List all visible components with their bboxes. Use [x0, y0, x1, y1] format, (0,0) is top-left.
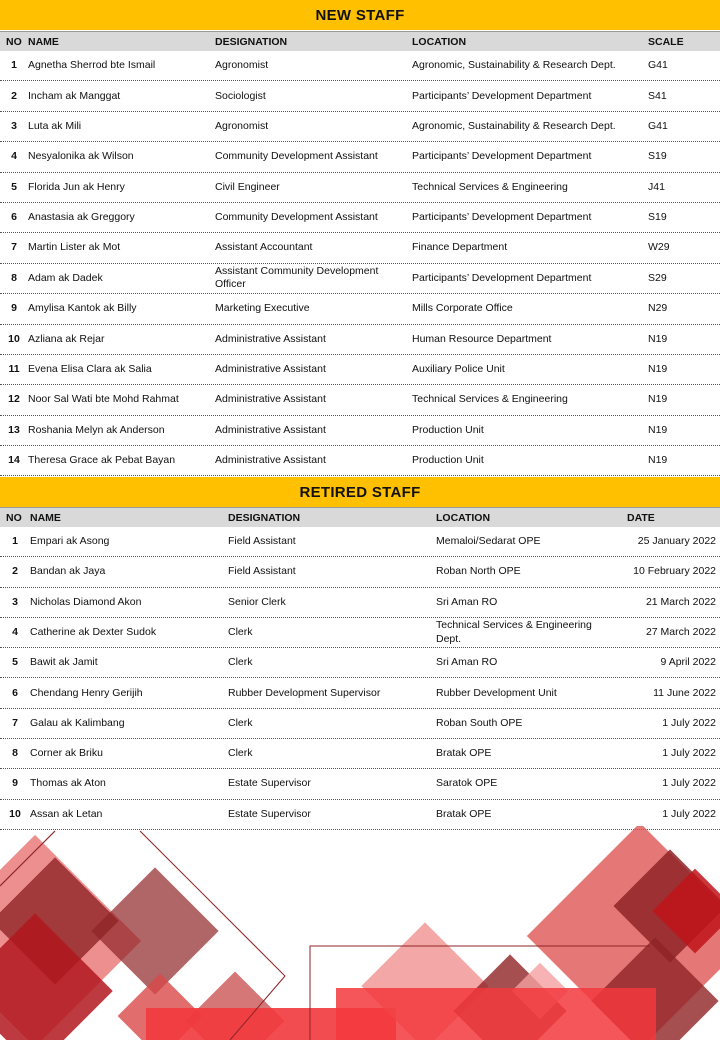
cell-designation: Senior Clerk — [228, 595, 286, 608]
cell-name: Galau ak Kalimbang — [30, 716, 125, 729]
cell-no: 8 — [12, 747, 18, 760]
cell-scale: G41 — [648, 119, 668, 132]
cell-designation: Administrative Assistant — [215, 454, 326, 467]
header-location: LOCATION — [436, 511, 491, 524]
cell-location: Technical Services & Engineering — [412, 180, 568, 193]
table-row — [0, 51, 720, 81]
cell-designation: Sociologist — [215, 89, 266, 102]
cell-no: 4 — [11, 150, 17, 163]
cell-no: 2 — [12, 565, 18, 578]
cell-no: 6 — [11, 211, 17, 224]
cell-no: 1 — [11, 59, 17, 72]
table-row — [0, 739, 720, 769]
cell-name: Incham ak Manggat — [28, 89, 121, 102]
header-no: NO — [6, 35, 22, 48]
cell-no: 4 — [12, 625, 18, 638]
table-row — [0, 588, 720, 618]
cell-date: 9 April 2022 — [660, 656, 716, 669]
header-no: NO — [6, 511, 22, 524]
cell-name: Thomas ak Aton — [30, 777, 106, 790]
cell-scale: W29 — [648, 241, 670, 254]
cell-no: 13 — [8, 423, 20, 436]
cell-scale: N19 — [648, 454, 668, 467]
new-staff-table — [0, 51, 720, 476]
cell-designation: Community Development Assistant — [215, 150, 378, 163]
cell-date: 1 July 2022 — [662, 807, 716, 820]
cell-designation: Administrative Assistant — [215, 363, 326, 376]
cell-name: Chendang Henry Gerijih — [30, 686, 143, 699]
cell-no: 10 — [8, 332, 20, 345]
header-name: NAME — [30, 511, 61, 524]
right-diamonds — [310, 826, 720, 1040]
table-row — [0, 355, 720, 385]
cell-name: Luta ak Mili — [28, 119, 82, 132]
table-row — [0, 142, 720, 172]
cell-name: Corner ak Briku — [30, 747, 103, 760]
cell-no: 10 — [9, 807, 21, 820]
cell-designation: Marketing Executive — [215, 302, 310, 315]
cell-location: Mills Corporate Office — [412, 302, 513, 315]
table-row — [0, 112, 720, 142]
table-row — [0, 203, 720, 233]
cell-name: Roshania Melyn ak Anderson — [28, 423, 165, 436]
cell-designation: Estate Supervisor — [228, 777, 311, 790]
cell-date: 1 July 2022 — [662, 747, 716, 760]
header-date: DATE — [627, 511, 655, 524]
cell-scale: N29 — [648, 302, 668, 315]
new-staff-title: NEW STAFF — [315, 6, 405, 24]
cell-date: 21 March 2022 — [645, 595, 716, 608]
cell-location: Saratok OPE — [436, 777, 498, 790]
table-row — [0, 527, 720, 557]
cell-location: Finance Department — [412, 241, 508, 254]
retired-staff-header-row — [0, 507, 720, 527]
cell-no: 9 — [11, 302, 17, 315]
cell-location: Participants’ Development Department — [412, 211, 592, 224]
header-designation: DESIGNATION — [228, 511, 301, 524]
cell-date: 1 July 2022 — [662, 716, 716, 729]
cell-designation: Administrative Assistant — [215, 332, 326, 345]
table-row — [0, 264, 720, 294]
table-row — [0, 416, 720, 446]
cell-date: 11 June 2022 — [653, 686, 716, 699]
table-row — [0, 294, 720, 324]
cell-designation: Field Assistant — [228, 535, 296, 548]
cell-designation: Administrative Assistant — [215, 393, 326, 406]
cell-location: Participants’ Development Department — [412, 271, 592, 284]
cell-designation: Rubber Development Supervisor — [228, 686, 381, 699]
retired-staff-title: RETIRED STAFF — [299, 483, 421, 501]
cell-location: Rubber Development Unit — [436, 686, 557, 699]
cell-scale: J41 — [648, 180, 665, 193]
cell-designation: Community Development Assistant — [215, 211, 378, 224]
cell-name: Amylisa Kantok ak Billy — [28, 302, 137, 315]
cell-name: Nicholas Diamond Akon — [30, 595, 142, 608]
cell-date: 1 July 2022 — [662, 777, 716, 790]
cell-location: Agronomic, Sustainability & Research Dept. — [412, 119, 616, 132]
cell-location: Sri Aman RO — [436, 595, 498, 608]
cell-name: Anastasia ak Greggory — [28, 211, 135, 224]
cell-no: 2 — [11, 89, 17, 102]
table-row — [0, 385, 720, 415]
cell-designation: Agronomist — [215, 119, 269, 132]
cell-name: Theresa Grace ak Pebat Bayan — [28, 454, 176, 467]
table-row — [0, 648, 720, 678]
cell-name: Bandan ak Jaya — [30, 565, 106, 578]
table-row — [0, 678, 720, 708]
cell-designation: Assistant Accountant — [215, 241, 313, 254]
cell-date: 25 January 2022 — [637, 535, 716, 548]
cell-scale: S19 — [648, 150, 667, 163]
cell-name: Empari ak Asong — [30, 535, 110, 548]
cell-location: Auxiliary Police Unit — [412, 363, 505, 376]
geometric-decoration — [0, 826, 720, 1040]
cell-designation: Administrative Assistant — [215, 423, 326, 436]
cell-no: 12 — [8, 393, 20, 406]
cell-name: Evena Elisa Clara ak Salia — [28, 363, 152, 376]
cell-no: 7 — [12, 716, 18, 729]
new-staff-banner — [0, 0, 720, 30]
cell-location: Roban North OPE — [436, 565, 521, 578]
cell-location: Technical Services & Engineering Dept. — [436, 619, 592, 645]
cell-location: Participants’ Development Department — [412, 89, 592, 102]
retired-staff-table — [0, 527, 720, 830]
cell-designation: Clerk — [228, 716, 253, 729]
cell-name: Adam ak Dadek — [28, 271, 103, 284]
table-row — [0, 618, 720, 648]
cell-location: Production Unit — [412, 423, 484, 436]
cell-name: Catherine ak Dexter Sudok — [30, 625, 157, 638]
retired-staff-banner — [0, 477, 720, 507]
header-designation: DESIGNATION — [215, 35, 288, 48]
cell-no: 1 — [12, 535, 18, 548]
table-row — [0, 769, 720, 799]
cell-no: 5 — [11, 180, 17, 193]
cell-location: Roban South OPE — [436, 716, 523, 729]
cell-designation: Field Assistant — [228, 565, 296, 578]
cell-no: 9 — [12, 777, 18, 790]
cell-designation: Clerk — [228, 656, 253, 669]
cell-location: Bratak OPE — [436, 807, 492, 820]
cell-designation: Assistant Community Development Officer — [215, 265, 379, 291]
cell-date: 10 February 2022 — [633, 565, 716, 578]
header-location: LOCATION — [412, 35, 467, 48]
cell-location: Bratak OPE — [436, 747, 492, 760]
cell-designation: Clerk — [228, 625, 253, 638]
cell-name: Noor Sal Wati bte Mohd Rahmat — [28, 393, 179, 406]
cell-scale: G41 — [648, 59, 668, 72]
cell-designation: Agronomist — [215, 59, 269, 72]
cell-scale: N19 — [648, 363, 668, 376]
cell-no: 8 — [11, 271, 17, 284]
cell-scale: N19 — [648, 423, 668, 436]
cell-scale: S19 — [648, 211, 667, 224]
cell-name: Assan ak Letan — [30, 807, 103, 820]
decorative-footer — [0, 826, 720, 1040]
cell-name: Agnetha Sherrod bte Ismail — [28, 59, 156, 72]
cell-scale: S41 — [648, 89, 667, 102]
cell-location: Agronomic, Sustainability & Research Dept. — [412, 59, 616, 72]
cell-name: Azliana ak Rejar — [28, 332, 105, 345]
table-row — [0, 325, 720, 355]
cell-location: Participants’ Development Department — [412, 150, 592, 163]
table-row — [0, 233, 720, 263]
cell-designation: Clerk — [228, 747, 253, 760]
table-row — [0, 557, 720, 587]
cell-date: 27 March 2022 — [645, 625, 716, 638]
cell-no: 7 — [11, 241, 17, 254]
cell-no: 3 — [12, 595, 18, 608]
cell-scale: S29 — [648, 271, 667, 284]
cell-location: Production Unit — [412, 454, 484, 467]
cell-name: Florida Jun ak Henry — [28, 180, 125, 193]
cell-no: 6 — [12, 686, 18, 699]
cell-no: 5 — [12, 656, 18, 669]
cell-location: Human Resource Department — [412, 332, 552, 345]
table-row — [0, 446, 720, 476]
cell-name: Nesyalonika ak Wilson — [28, 150, 134, 163]
new-staff-header-row — [0, 31, 720, 51]
cell-designation: Civil Engineer — [215, 180, 280, 193]
cell-location: Memaloi/Sedarat OPE — [436, 535, 541, 548]
cell-no: 3 — [11, 119, 17, 132]
cell-name: Martin Lister ak Mot — [28, 241, 121, 254]
cell-name: Bawit ak Jamit — [30, 656, 98, 669]
table-row — [0, 173, 720, 203]
cell-scale: N19 — [648, 393, 668, 406]
cell-location: Sri Aman RO — [436, 656, 498, 669]
cell-scale: N19 — [648, 332, 668, 345]
table-row — [0, 709, 720, 739]
cell-no: 14 — [8, 454, 20, 467]
cell-location: Technical Services & Engineering — [412, 393, 568, 406]
cell-no: 11 — [8, 363, 20, 376]
table-row — [0, 81, 720, 111]
header-name: NAME — [28, 35, 59, 48]
header-scale: SCALE — [648, 35, 684, 48]
cell-designation: Estate Supervisor — [228, 807, 311, 820]
